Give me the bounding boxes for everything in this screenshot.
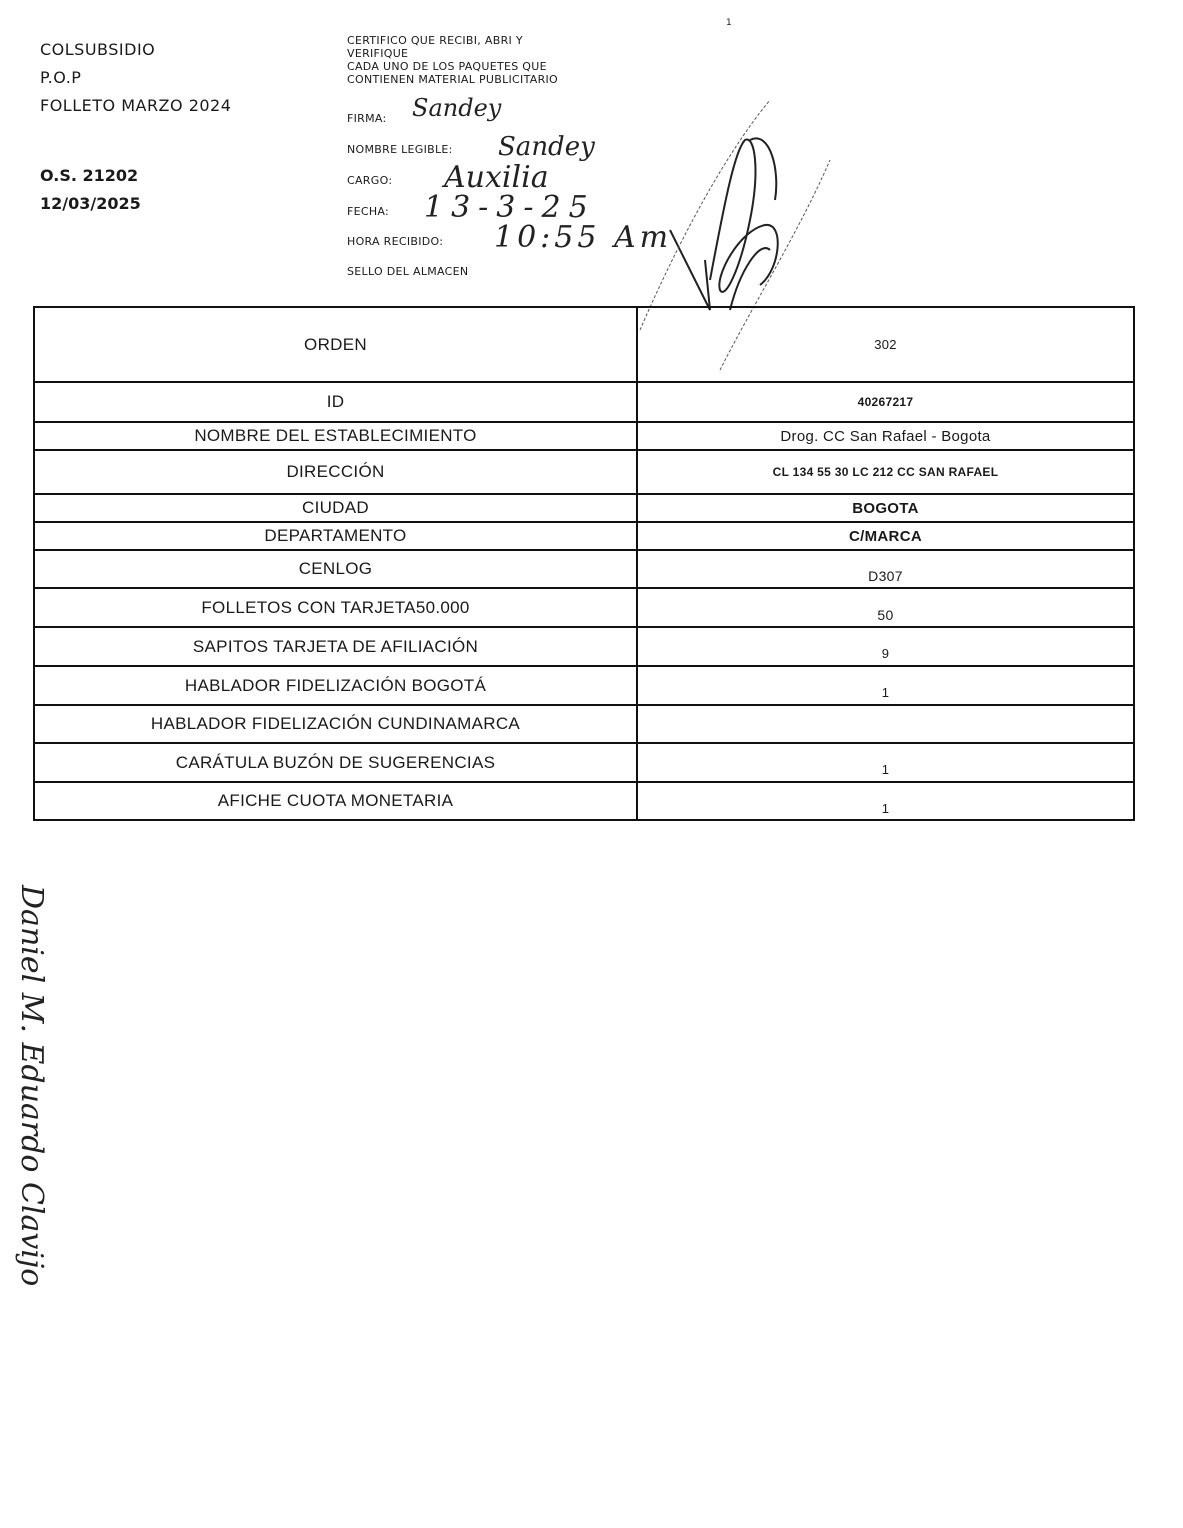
side-handwriting-text: Daniel M. Eduardo Clavijo bbox=[14, 885, 49, 1287]
header-line-folleto: FOLLETO MARZO 2024 bbox=[40, 96, 232, 115]
fecha-label: FECHA: bbox=[347, 205, 390, 218]
row-value bbox=[637, 705, 1134, 743]
side-handwritten-signature bbox=[4, 880, 64, 1300]
row-label: CIUDAD bbox=[34, 494, 637, 522]
table-row bbox=[34, 743, 1134, 782]
row-value: 1 bbox=[637, 782, 1134, 820]
os-date: 12/03/2025 bbox=[40, 194, 141, 213]
nombre-value: Sandey bbox=[498, 132, 595, 162]
handwriting-icon bbox=[4, 880, 64, 1300]
row-value: BOGOTA bbox=[637, 494, 1134, 522]
table-row bbox=[34, 627, 1134, 666]
row-label: CENLOG bbox=[34, 550, 637, 588]
os-number: O.S. 21202 bbox=[40, 166, 139, 185]
nombre-label: NOMBRE LEGIBLE: bbox=[347, 143, 453, 156]
row-label: SAPITOS TARJETA DE AFILIACIÓN bbox=[34, 627, 637, 666]
table-row bbox=[34, 450, 1134, 494]
table-row bbox=[34, 522, 1134, 550]
row-value: 50 bbox=[637, 588, 1134, 627]
row-value: C/MARCA bbox=[637, 522, 1134, 550]
row-value: Drog. CC San Rafael - Bogota bbox=[637, 422, 1134, 450]
firma-signature: Sandey bbox=[412, 94, 502, 122]
hora-value: 10:55 Am bbox=[494, 220, 673, 255]
cargo-value: Auxilia bbox=[444, 160, 549, 195]
row-value: 40267217 bbox=[637, 382, 1134, 422]
table-row bbox=[34, 666, 1134, 705]
fecha-value: 13-3-25 bbox=[424, 190, 596, 225]
row-label: FOLLETOS CON TARJETA50.000 bbox=[34, 588, 637, 627]
cargo-label: CARGO: bbox=[347, 174, 393, 187]
cert-line: CONTIENEN MATERIAL PUBLICITARIO bbox=[347, 73, 559, 86]
table-row bbox=[34, 382, 1134, 422]
cert-line: CADA UNO DE LOS PAQUETES QUE bbox=[347, 60, 547, 73]
row-value: 9 bbox=[637, 627, 1134, 666]
certificate-text bbox=[347, 34, 617, 86]
order-service-block bbox=[40, 162, 141, 218]
header-line-company: COLSUBSIDIO bbox=[40, 40, 156, 59]
row-label: ID bbox=[34, 382, 637, 422]
order-details-table bbox=[33, 306, 1135, 821]
row-label: NOMBRE DEL ESTABLECIMIENTO bbox=[34, 422, 637, 450]
row-label: HABLADOR FIDELIZACIÓN CUNDINAMARCA bbox=[34, 705, 637, 743]
table-row bbox=[34, 494, 1134, 522]
row-value: 1 bbox=[637, 743, 1134, 782]
row-label: CARÁTULA BUZÓN DE SUGERENCIAS bbox=[34, 743, 637, 782]
hora-label: HORA RECIBIDO: bbox=[347, 235, 444, 248]
table-row bbox=[34, 588, 1134, 627]
row-value: CL 134 55 30 LC 212 CC SAN RAFAEL bbox=[637, 450, 1134, 494]
table-row bbox=[34, 550, 1134, 588]
table-row bbox=[34, 422, 1134, 450]
table-row bbox=[34, 307, 1134, 382]
cert-line: CERTIFICO QUE RECIBI, ABRI Y bbox=[347, 34, 523, 47]
cert-line: VERIFIQUE bbox=[347, 47, 409, 60]
header-title-block bbox=[40, 36, 231, 120]
table-row bbox=[34, 782, 1134, 820]
row-label: HABLADOR FIDELIZACIÓN BOGOTÁ bbox=[34, 666, 637, 705]
row-label: AFICHE CUOTA MONETARIA bbox=[34, 782, 637, 820]
header-line-pop: P.O.P bbox=[40, 68, 82, 87]
row-label: ORDEN bbox=[34, 307, 637, 382]
row-value: 1 bbox=[637, 666, 1134, 705]
row-value: D307 bbox=[637, 550, 1134, 588]
firma-label: FIRMA: bbox=[347, 112, 387, 125]
row-value: 302 bbox=[637, 307, 1134, 382]
page-mark: 1 bbox=[726, 18, 732, 28]
row-label: DEPARTAMENTO bbox=[34, 522, 637, 550]
row-label: DIRECCIÓN bbox=[34, 450, 637, 494]
sello-label: SELLO DEL ALMACEN bbox=[347, 265, 469, 278]
table-row bbox=[34, 705, 1134, 743]
